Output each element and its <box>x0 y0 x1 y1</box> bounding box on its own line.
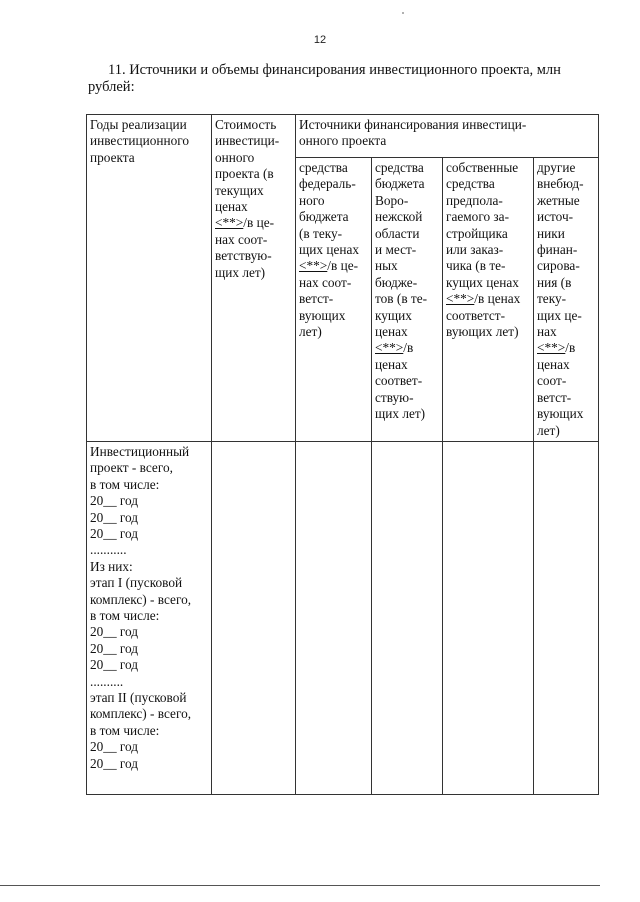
header-sources-label: Источники финансирования инвестици- онного проекта <box>299 117 527 149</box>
footnote-link[interactable]: <**> <box>375 340 404 356</box>
header-cost-label <box>215 117 292 281</box>
table-row <box>87 441 599 794</box>
header-cost <box>212 115 296 442</box>
footnote-link[interactable]: <**> <box>299 258 328 274</box>
row-label: Инвестиционный проект - всего, в том числе: 20__ год 20__ год 20__ год ........... Из них: этап I (пусковой комплекс) - всего, в том числе: 20__ год 20__ год 20__ год .......... этап II (пусковой комплекс) - всего, в том числе: 20__ год 20__ год <box>90 443 192 771</box>
header-regional-text-rest: /в ценах соответ- ствую- щих лет) <box>375 340 426 422</box>
header-own-label <box>446 160 530 340</box>
header-own-funds <box>443 158 534 442</box>
value-cell-own[interactable] <box>443 441 534 794</box>
header-years <box>87 115 212 442</box>
header-years-label: Годы реализации инвестиционного проекта <box>90 117 190 165</box>
header-other-label <box>537 160 595 439</box>
header-federal-text: средства федераль- ного бюджета (в теку- щих ценах <box>299 160 360 258</box>
header-regional <box>372 158 443 442</box>
header-cost-text: Стоимость инвестици- онного проекта (в текущих ценах <box>215 117 280 215</box>
table-header-row <box>87 115 599 158</box>
header-own-text: собственные средства предпола- гаемого за- стройщика или заказ- чика (в те- кущих ценах <box>446 160 519 290</box>
header-other-text: другие внебюд- жетные источ- ники финан- сирова- ния (в теку- щих це- нах <box>537 160 584 340</box>
scan-speck <box>402 12 404 14</box>
page-number: 12 <box>313 34 327 46</box>
value-cell-federal[interactable] <box>296 441 372 794</box>
header-own-text-rest: /в ценах соответст- вующих лет) <box>446 291 521 340</box>
financing-table <box>86 114 599 795</box>
footnote-link[interactable]: <**> <box>446 291 475 307</box>
header-regional-text: средства бюджета Воро- нежской области и мест- ных бюдже- тов (в те- кущих ценах <box>375 160 428 340</box>
header-federal <box>296 158 372 442</box>
header-regional-label <box>375 160 439 423</box>
row-label-cell <box>87 441 212 794</box>
value-cell-regional[interactable] <box>372 441 443 794</box>
header-federal-text-rest: /в це- нах соот- ветст- вующих лет) <box>299 258 359 340</box>
header-other-text-rest: /в ценах соот- ветст- вующих лет) <box>537 340 584 438</box>
value-cell-other[interactable] <box>534 441 599 794</box>
header-sources-group <box>296 115 599 158</box>
header-cost-text-rest: /в це- нах соот- ветствую- щих лет) <box>215 215 275 280</box>
section-heading: 11. Источники и объемы финансирования инвестиционного проекта, млн рублей: <box>88 62 561 95</box>
footnote-link[interactable]: <**> <box>215 215 244 231</box>
value-cell-cost[interactable] <box>212 441 296 794</box>
footnote-link[interactable]: <**> <box>537 340 566 356</box>
header-other <box>534 158 599 442</box>
header-federal-label <box>299 160 368 340</box>
bottom-divider <box>0 885 600 886</box>
